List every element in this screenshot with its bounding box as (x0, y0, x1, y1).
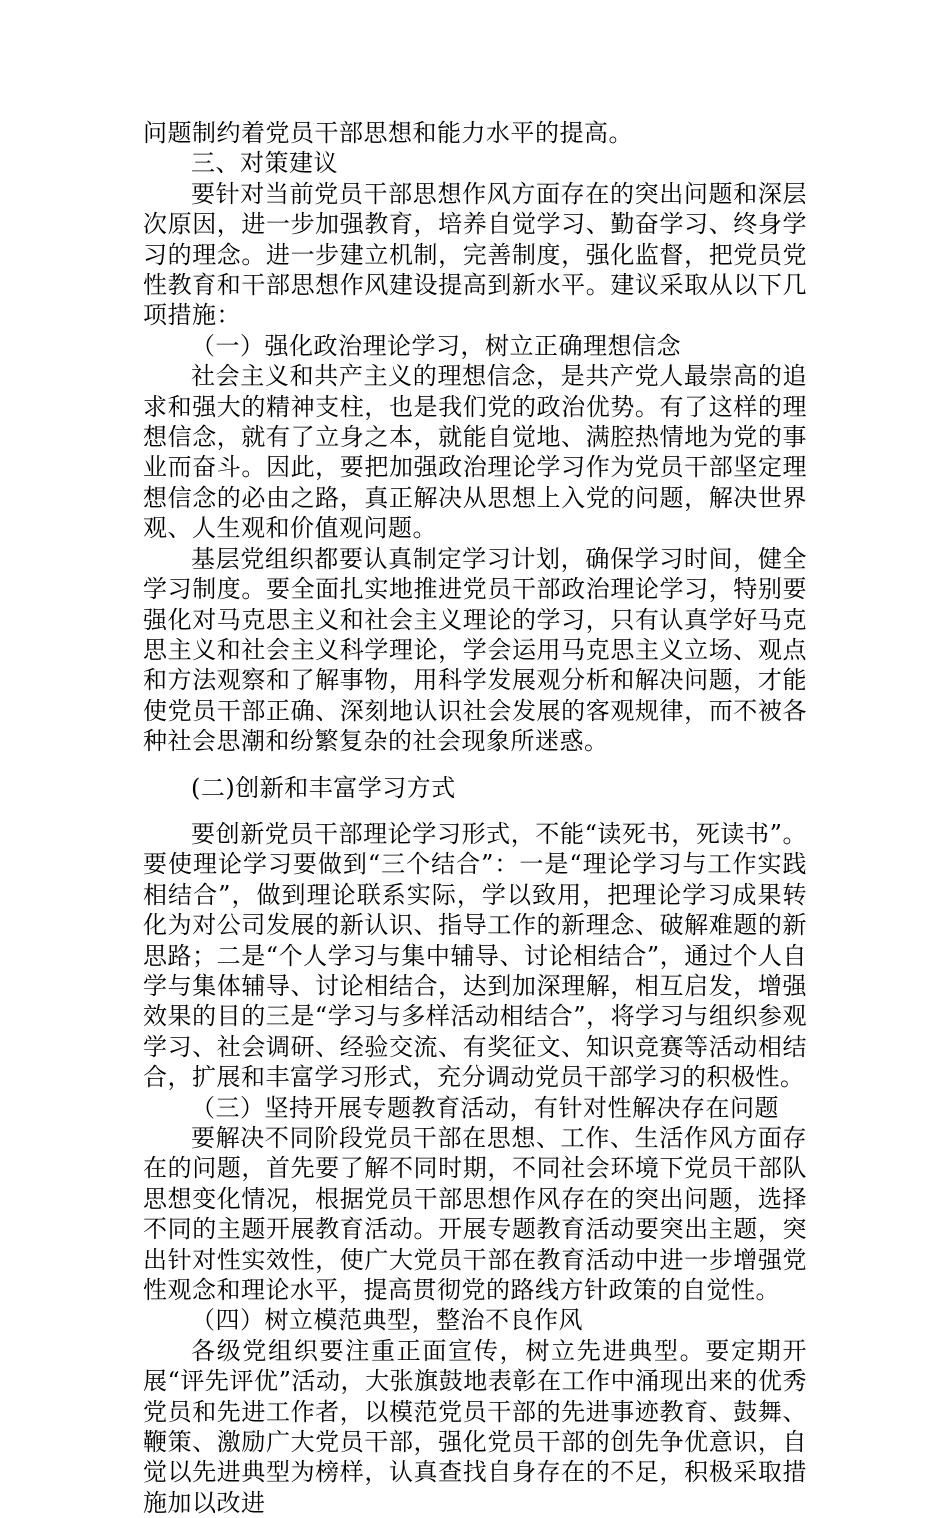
paragraph-study-methods: 要创新党员干部理论学习形式，不能“读死书，死读书”。要使理论学习要做到“三个结合”：一是“理论学习与工作实践相结合”，做到理论联系实际，学以致用，把理论学习成果转化为对公司发展的新认识、指导工作的新理念、破解难题的新思路；二是“个人学习与集中辅导、讨论相结合”，通过个人自学与集体辅导、讨论相结合，达到加深理解，相互启发，增强效果的目的三是“学习与多样活动相结合”，将学习与组织参观学习、社会调研、经验交流、有奖征文、知识竞赛等活动相结合，扩展和丰富学习形式，充分调动党员干部学习的积极性。 (143, 819, 807, 1092)
subsection-heading-3: （三）坚持开展专题教育活动，有针对性解决存在问题 (191, 1093, 779, 1122)
paragraph-study-plan: 基层党组织都要认真制定学习计划，确保学习时间，健全学习制度。要全面扎实地推进党员干部政治理论学习，特别要强化对马克思主义和社会主义理论的学习，只有认真学好马克思主义和社会主义科学理论，学会运用马克思主义立场、观点和方法观察和了解事物，用科学发展观分析和解决问题，才能使党员干部正确、深刻地认识社会发展的客观规律，而不被各种社会思潮和纷繁复杂的社会现象所迷惑。 (143, 544, 807, 756)
paragraph-intro: 要针对当前党员干部思想作风方面存在的突出问题和深层次原因，进一步加强教育，培养自觉学习、勤奋学习、终身学习的理念。进一步建立机制，完善制度，强化监督，把党员党性教育和干部思想作风建设提高到新水平。建议采取从以下几项措施： (143, 179, 807, 330)
subsection-heading-2: (二)创新和丰富学习方式 (191, 773, 456, 802)
paragraph-education-activities: 要解决不同阶段党员干部在思想、工作、生活作风方面存在的问题，首先要了解不同时期，不同社会环境下党员干部队思想变化情况，根据党员干部思想作风存在的突出问题，选择不同的主题开展教育活动。开展专题教育活动要突出主题，突出针对性实效性，使广大党员干部在教育活动中进一步增强党性观念和理论水平，提高贯彻党的路线方针政策的自觉性。 (143, 1124, 807, 1305)
paragraph-ideals: 社会主义和共产主义的理想信念，是共产党人最崇高的追求和强大的精神支柱，也是我们党的政治优势。有了这样的理想信念，就有了立身之本，就能自觉地、满腔热情地为党的事业而奋斗。因此，要把加强政治理论学习作为党员干部坚定理想信念的必由之路，真正解决从思想上入党的问题，解决世界观、人生观和价值观问题。 (143, 362, 807, 543)
document-page (143, 118, 807, 1518)
section-heading-countermeasures: 三、对策建议 (191, 149, 338, 178)
paragraph-continuation: 问题制约着党员干部思想和能力水平的提高。 (143, 119, 633, 147)
subsection-heading-1: （一）强化政治理论学习，树立正确理想信念 (191, 331, 681, 360)
subsection-heading-4: （四）树立模范典型，整治不良作风 (191, 1306, 583, 1335)
paragraph-role-models: 各级党组织要注重正面宣传，树立先进典型。要定期开展“评先评优”活动，大张旗鼓地表彰在工作中涌现出来的优秀党员和先进工作者，以模范党员干部的先进事迹教育、鼓舞、鞭策、激励广大党员干部，强化党员干部的创先争优意识，自觉以先进典型为榜样，认真查找自身存在的不足，积极采取措施加以改进 (143, 1336, 807, 1517)
